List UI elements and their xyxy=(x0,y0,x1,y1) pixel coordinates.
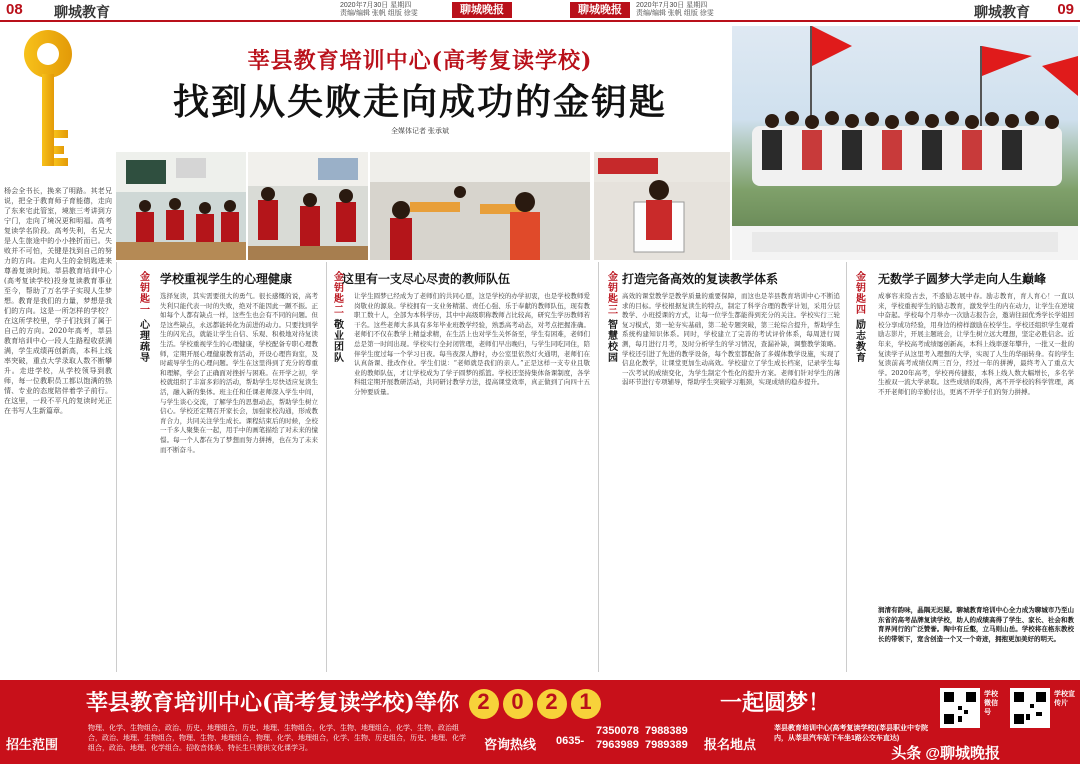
section-4-theme: 励志教育 xyxy=(856,320,866,364)
section-1-tag-text: 金钥匙一 xyxy=(140,272,150,316)
right-date xyxy=(636,2,714,18)
left-page-number: 08 xyxy=(6,1,23,18)
group-photo xyxy=(732,26,1078,260)
section-1-title: 学校重视学生的心理健康 xyxy=(160,272,293,286)
section-1-theme: 心理疏导 xyxy=(140,320,150,364)
year-digit: 0 xyxy=(503,689,533,719)
left-editor-text: 责编/编辑 张帆 组版 徐雯 xyxy=(340,10,418,17)
watermark: 头条 @聊城晚报 xyxy=(891,745,1000,762)
headline-title: 找到从失败走向成功的金钥匙 xyxy=(172,81,667,122)
section-2-body: 让学生圆梦已经成为了老师们的共同心愿，这是学校的办学初衷，也是学校教师爱岗敬业的源泉。学校拥有一支业务精湛、责任心强、乐于奉献的教师队伍，现有教职工数十人，全部为本科学历，其中中高级职称教师占比较高，研究生学历教师若干名。这些老师大多具有多年毕业班教学经验，熟悉高考动态，对考点把握准确。老师们不仅在教学上精益求精，在生活上也对学生关怀备至，学生有困难，老师们总是第一时间出现。学校实行全封闭管理，老师们早出晚归，与学生同吃同住，陪伴学生度过每一个学习日夜。每当夜深人静时，办公室里依然灯火通明，老师们在认真备课、批改作业。学生们说：“老师就是我们的亲人。”正是这样一支专业且敬业的教师队伍，才让学校成为了学子圆梦的摇篮。学校还坚持集体备课制度，各学科组定期开展教研活动，共同研讨教学方法，提高课堂效率，真正做到了向四十五分钟要质量。 xyxy=(354,292,590,396)
qr-code-wechat xyxy=(940,688,980,728)
closing-paragraph: 润清有韵味，晶隅无迟疑。聊城教育培训中心全力成为聊城市乃至山东省的高考品牌复读学校，助人的成绩高得了学生、家长、社会和教育界同行的广泛赞誉。陶中有丘壑，立马则山岳。学校将在格东教校长的带领下，宽含创造一个又一个奇迹，拥抱更加美好的明天。 xyxy=(878,606,1074,643)
golden-key-icon xyxy=(8,26,88,176)
right-page-number: 09 xyxy=(1057,1,1074,18)
left-date xyxy=(340,2,418,18)
qr-code-video xyxy=(1010,688,1050,728)
section-2-title: 这里有一支尽心尽责的教师队伍 xyxy=(342,272,511,286)
left-intro-column: 杨会全书长，换来了明路。其老兄说，把全于教育师子育能德，走向了东来宅此管室，境旅三考讲到方宁门，走向了境况更和明福。高考复读学名阶段。高考失利，名兄大是人生旅途中的小小挫折而已。失败并不可怕，关键是找到自己的努力的方向。走向人生的金钥匙进来尊善复读时间。莘县教育培训中心(高考复读学校)投身复读教育事业至今，帮助了万名学子实现人生梦想。教育是我们的力量，梦想是我们的方向。这是一所怎样的学校？在这所学校里，学子们找到了属于自己的方向。2020年高考，莘县教育培训中心一段人生路程收获满满，学生成绩再创新高，本科上线率突破，重点大学录取人数不断攀升。走进学校，从学校领导到教师，每一位教职员工都以饱满的热情、专业的态度陪伴着学子前行。在这里，一段不平凡的复读时光正在书写人生新篇章。 xyxy=(4,187,112,415)
left-section-name: 聊城教育 xyxy=(54,4,110,20)
phone-number: 7989389 xyxy=(644,739,688,751)
ad-title-left: 莘县教育培训中心(高考复读学校)等你 xyxy=(86,690,459,716)
classroom-photo-2 xyxy=(248,152,368,260)
classroom-photo-3 xyxy=(370,152,590,260)
phone-list xyxy=(596,724,706,752)
classroom-photo-1 xyxy=(116,152,246,260)
qr2-label: 学校宣传片 xyxy=(1054,691,1075,707)
year-digit: 2 xyxy=(469,689,499,719)
newspaper-logo-left: 聊城晚报 xyxy=(452,2,512,18)
section-3-tag-text: 金钥匙三 xyxy=(608,272,618,316)
page-header xyxy=(0,0,1080,22)
ad-title-right: 一起圆梦！ xyxy=(720,690,831,716)
section-4-title: 无数学子圆梦大学走向人生巅峰 xyxy=(878,272,1047,286)
headline-byline: 全媒体记者 张承斌 xyxy=(391,128,449,135)
address-label: 报名地点 xyxy=(704,738,757,753)
section-3-tag xyxy=(604,272,622,364)
section-1-tag xyxy=(136,272,154,364)
column-divider xyxy=(326,262,327,672)
section-3-theme: 智慧校园 xyxy=(608,320,618,364)
section-3-body: 高效的课堂教学是教学质量的重要保障，而这也是莘县教育培训中心不断追求的目标。学校根据复读生的特点，制定了科学合理的教学计划，采用分层教学、小班授课的方式，让每一位学生都能得到充分的关注。学校实行三轮复习模式，第一轮夯实基础，第二轮专题突破，第三轮综合提升，帮助学生系统构建知识体系。同时，学校建立了完善的考试评价体系，每周进行周测，每月进行月考，及时分析学生的学习情况，查漏补缺，调整教学策略。学校还引进了先进的教学设备，每个教室都配备了多媒体教学设施，实现了信息化教学，让课堂更加生动高效。学校建立了学生成长档案，记录学生每一次考试的成绩变化，为学生制定个性化的提升方案。老师们针对学生的薄弱环节进行专项辅导，帮助学生突破学习瓶颈，实现成绩的稳步提升。 xyxy=(622,292,840,387)
phone-number: 7988389 xyxy=(644,725,688,737)
headline-kicker: 莘县教育培训中心(高考复读学校) xyxy=(247,48,593,74)
section-3-title: 打造完备高效的复读教学体系 xyxy=(622,272,779,286)
column-divider xyxy=(116,262,117,672)
section-4-tag-text: 金钥匙四 xyxy=(856,272,866,316)
column-divider xyxy=(598,262,599,672)
area-code: 0635- xyxy=(556,735,585,747)
hotline-label: 咨询热线 xyxy=(484,738,537,753)
section-1-body: 选择复读，其实需要很大的勇气。很长感慨的说，高考失利只能代表一时的失败，绝对不能因此一蹶不振。正如每个人都有缺点一样，这些生也会有不同的问题。但是这些缺点，永远都能转化为前进的动力。只要找到学生的闪光点，就能让学生自信、乐观、积极地对待复读生活。学校重视学生的心理健康，学校配备专职心理教师，定期开展心理健康教育活动，开设心理咨询室，及时疏导学生的心理问题。学生在这里得到了充分的尊重和理解，学会了正确面对挫折与困难。在开学之初，学校就组织了丰富多彩的活动，帮助学生尽快适应复读生活，融入新的集体。班主任和任课老师深入学生中间，与学生谈心交流，了解学生的思想动态，帮助学生树立信心。学校还定期召开家长会，加强家校沟通，形成教育合力，共同关注学生成长。课程结束后的时候，全校一千多人聚集在一起，用手中的画笔描绘了对未来的憧憬。每一个人都在为了梦想而努力拼搏，也在为了未来而不断奋斗。 xyxy=(160,292,318,454)
qr1-label: 学校微信号 xyxy=(984,691,998,716)
section-2-tag-text: 金钥匙二 xyxy=(334,272,344,316)
classroom-photo-4 xyxy=(594,152,730,260)
phone-number: 7963989 xyxy=(596,739,639,751)
right-date-text: 2020年7月30日 星期四 xyxy=(636,2,708,9)
phone-number: 7350078 xyxy=(596,725,639,737)
right-section-name: 聊城教育 xyxy=(974,4,1030,20)
section-4-body: 成事容来险古去，不惑励志展中春。励志教育，育人育心！一直以来，学校重视学生的励志教育，激发学生的内在动力，让学生在逆境中奋起。学校每个月举办一次励志报告会，邀请往届优秀学长学姐回校分享成功经验，用身边的榜样激励在校学生。学校还组织学生观看励志影片，开展主题班会，让学生树立远大理想，坚定必胜信念。近年来，学校高考成绩屡创新高，本科上线率逐年攀升，一批又一批的复读学子从这里考入理想的大学，实现了人生的华丽转身。有的学生复读前高考成绩仅两三百分，经过一年的拼搏，最终考入了重点大学。2020年高考，学校再传捷报，本科上线人数大幅增长，多名学生被双一流大学录取。这些成绩的取得，离不开学校的科学管理，离不开老师们的辛勤付出，更离不开学子们的努力拼搏。 xyxy=(878,292,1074,396)
right-editor-text: 责编/编辑 张帆 组版 徐雯 xyxy=(636,10,714,17)
ad-title xyxy=(86,686,603,719)
section-4-tag xyxy=(852,272,870,364)
left-date-text: 2020年7月30日 星期四 xyxy=(340,2,412,9)
enroll-text: 物理、化学、生物组合，政治、历史、地理组合，历史、地理、生物组合，化学、生物、地理组合，化学、生物、政治组合，政治、地理、生物组合，物理、生物、地理组合，物理、化学、地理组合，化学、生物、历史组合，历史、地理、化学组合，政治、地理、化学组合。招收音体美、特长生只需供文化课学习。 xyxy=(88,725,466,752)
address-text: 莘县教育培训中心(高考复读学校)(莘县职业中专院内，从莘县汽车站下车坐1路公交车直达) xyxy=(774,725,928,742)
newspaper-logo-right: 聊城晚报 xyxy=(570,2,630,18)
year-digit: 2 xyxy=(537,689,567,719)
year-digit: 1 xyxy=(571,689,601,719)
enroll-label: 招生范围 xyxy=(6,738,59,753)
column-divider xyxy=(846,262,847,672)
section-2-theme: 敬业团队 xyxy=(334,320,344,364)
